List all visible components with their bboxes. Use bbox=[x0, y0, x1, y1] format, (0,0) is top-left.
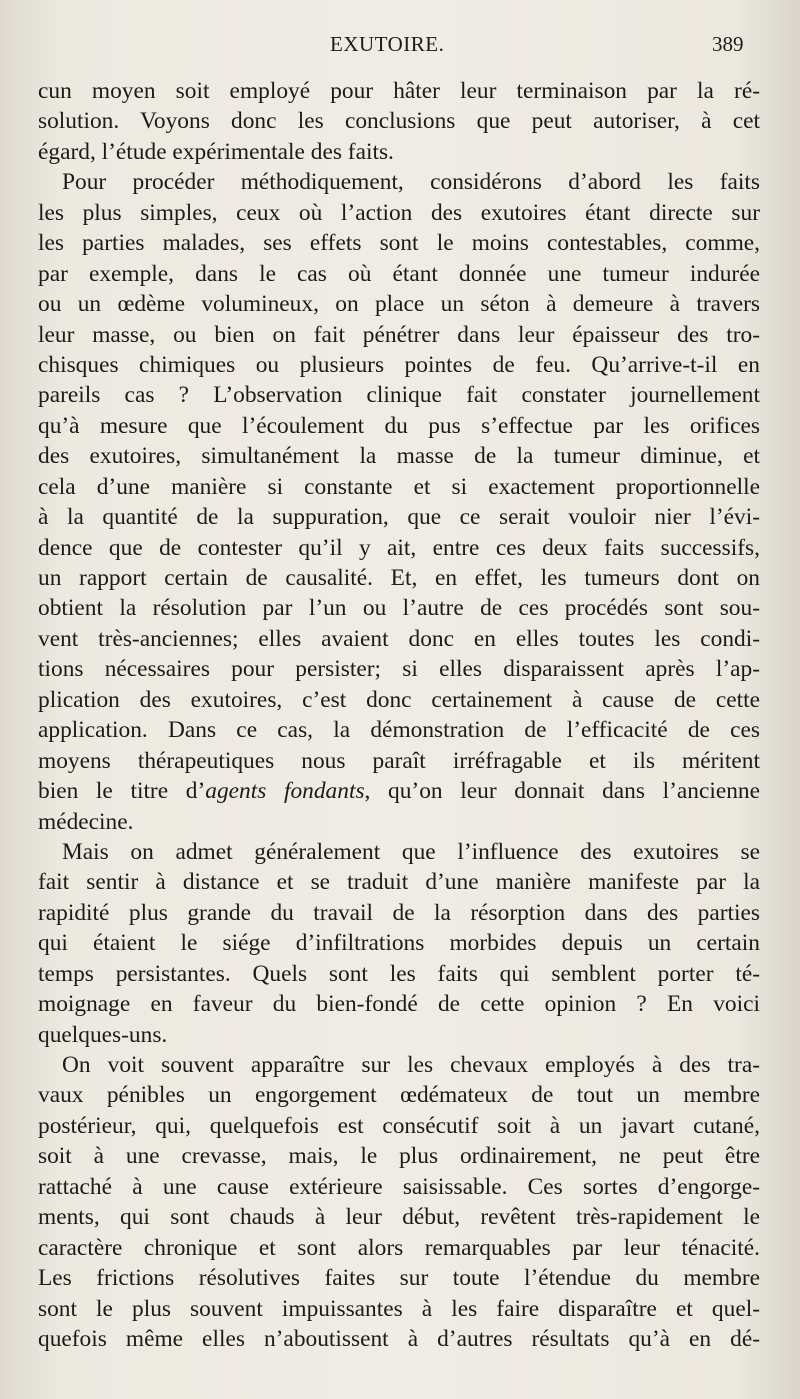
text-line: postérieur, qui, quelquefois est consécutif soit à un javart cutané, bbox=[38, 1112, 760, 1139]
text-line: ou un œdème volumineux, on place un séton à demeure à travers bbox=[38, 291, 760, 318]
text-line: les parties malades, ses effets sont le moins contestables, comme, bbox=[38, 230, 760, 257]
text-line: un rapport certain de causalité. Et, en effet, les tumeurs dont on bbox=[38, 565, 760, 591]
text-line: On voit souvent apparaître sur les chevaux employés à des tra- bbox=[62, 1052, 760, 1078]
page-number: 389 bbox=[712, 32, 744, 56]
text-line bbox=[38, 776, 760, 806]
paragraph bbox=[38, 1050, 760, 1354]
text-line: chisques chimiques ou plusieurs pointes de feu. Qu’arrive-t-il en bbox=[38, 351, 760, 378]
text-line: vent très-anciennes; elles avaient donc en elles toutes les condi- bbox=[38, 625, 760, 652]
text-line: sont le plus souvent impuissantes à les faire disparaître et quel- bbox=[38, 1295, 760, 1322]
text-line: cela d’une manière si constante et si exactement proportionnelle bbox=[38, 473, 760, 500]
text-line: quelques-uns. bbox=[38, 1021, 168, 1048]
text-line: fait sentir à distance et se traduit d’une manière manifeste par la bbox=[38, 869, 760, 896]
text-line: cun moyen soit employé pour hâter leur terminaison par la ré- bbox=[38, 78, 760, 104]
text-line: dence que de contester qu’il y ait, entre ces deux faits successifs, bbox=[38, 534, 760, 561]
text-line: qui étaient le siége d’infiltrations morbides depuis un certain bbox=[38, 930, 760, 957]
text-line: temps persistantes. Quels sont les faits qui semblent porter té- bbox=[38, 960, 760, 987]
text-line: caractère chronique et sont alors remarquables par leur ténacité. bbox=[38, 1234, 760, 1261]
text-line: pareils cas ? L’observation clinique fait constater journellement bbox=[38, 382, 760, 409]
text-line: égard, l’étude expérimentale des faits. bbox=[38, 138, 394, 165]
text-line: leur masse, ou bien on fait pénétrer dans leur épaisseur des tro- bbox=[38, 321, 760, 348]
text-line: moyens thérapeutiques nous paraît irréfragable et ils méritent bbox=[38, 747, 760, 774]
text-line: ments, qui sont chauds à leur début, revêtent très-rapidement le bbox=[38, 1204, 760, 1231]
text-line: tions nécessaires pour persister; si elles disparaissent après l’ap- bbox=[38, 656, 760, 683]
text-line: les plus simples, ceux où l’action des exutoires étant directe sur bbox=[38, 199, 760, 226]
text-line: plication des exutoires, c’est donc certainement à cause de cette bbox=[38, 686, 760, 713]
text-line: par exemple, dans le cas où étant donnée une tumeur indurée bbox=[38, 260, 760, 287]
text-line: rapidité plus grande du travail de la résorption dans des parties bbox=[38, 899, 760, 926]
text-line: solution. Voyons donc les conclusions que peut autoriser, à cet bbox=[38, 108, 760, 135]
text-line: obtient la résolution par l’un ou l’autre de ces procédés sont sou- bbox=[38, 595, 760, 622]
body-text bbox=[38, 76, 760, 1354]
paragraph bbox=[38, 167, 760, 837]
text-line: quefois même elles n’aboutissent à d’autres résultats qu’à en dé- bbox=[38, 1325, 760, 1352]
text-line: médecine. bbox=[38, 808, 134, 835]
paragraph bbox=[38, 837, 760, 1050]
page-header bbox=[0, 30, 800, 62]
text-line: Pour procéder méthodiquement, considérons d’abord les faits bbox=[62, 169, 760, 196]
paragraph bbox=[38, 76, 760, 167]
text-line: qu’à mesure que l’écoulement du pus s’effectue par les orifices bbox=[38, 412, 760, 439]
text-line: à la quantité de la suppuration, que ce serait vouloir nier l’évi- bbox=[38, 504, 760, 531]
text-line: moignage en faveur du bien-fondé de cette opinion ? En voici bbox=[38, 991, 760, 1018]
running-head: EXUTOIRE. bbox=[330, 32, 445, 56]
text-line: soit à une crevasse, mais, le plus ordinairement, ne peut être bbox=[38, 1143, 760, 1170]
text-line: vaux pénibles un engorgement œdémateux de tout un membre bbox=[38, 1082, 760, 1109]
text-line: des exutoires, simultanément la masse de la tumeur diminue, et bbox=[38, 443, 760, 470]
text-line: rattaché à une cause extérieure saisissable. Ces sortes d’engorge- bbox=[38, 1173, 760, 1200]
text-line: Mais on admet généralement que l’influence des exutoires se bbox=[62, 838, 760, 865]
italic-term: agents fondants bbox=[205, 778, 365, 805]
text-fragment: bien le titre d’ bbox=[38, 778, 206, 805]
text-line: Les frictions résolutives faites sur toute l’étendue du membre bbox=[38, 1265, 760, 1292]
text-fragment: , qu’on leur donnait dans l’ancienne bbox=[364, 778, 760, 805]
text-line: application. Dans ce cas, la démonstration de l’efficacité de ces bbox=[38, 717, 760, 744]
